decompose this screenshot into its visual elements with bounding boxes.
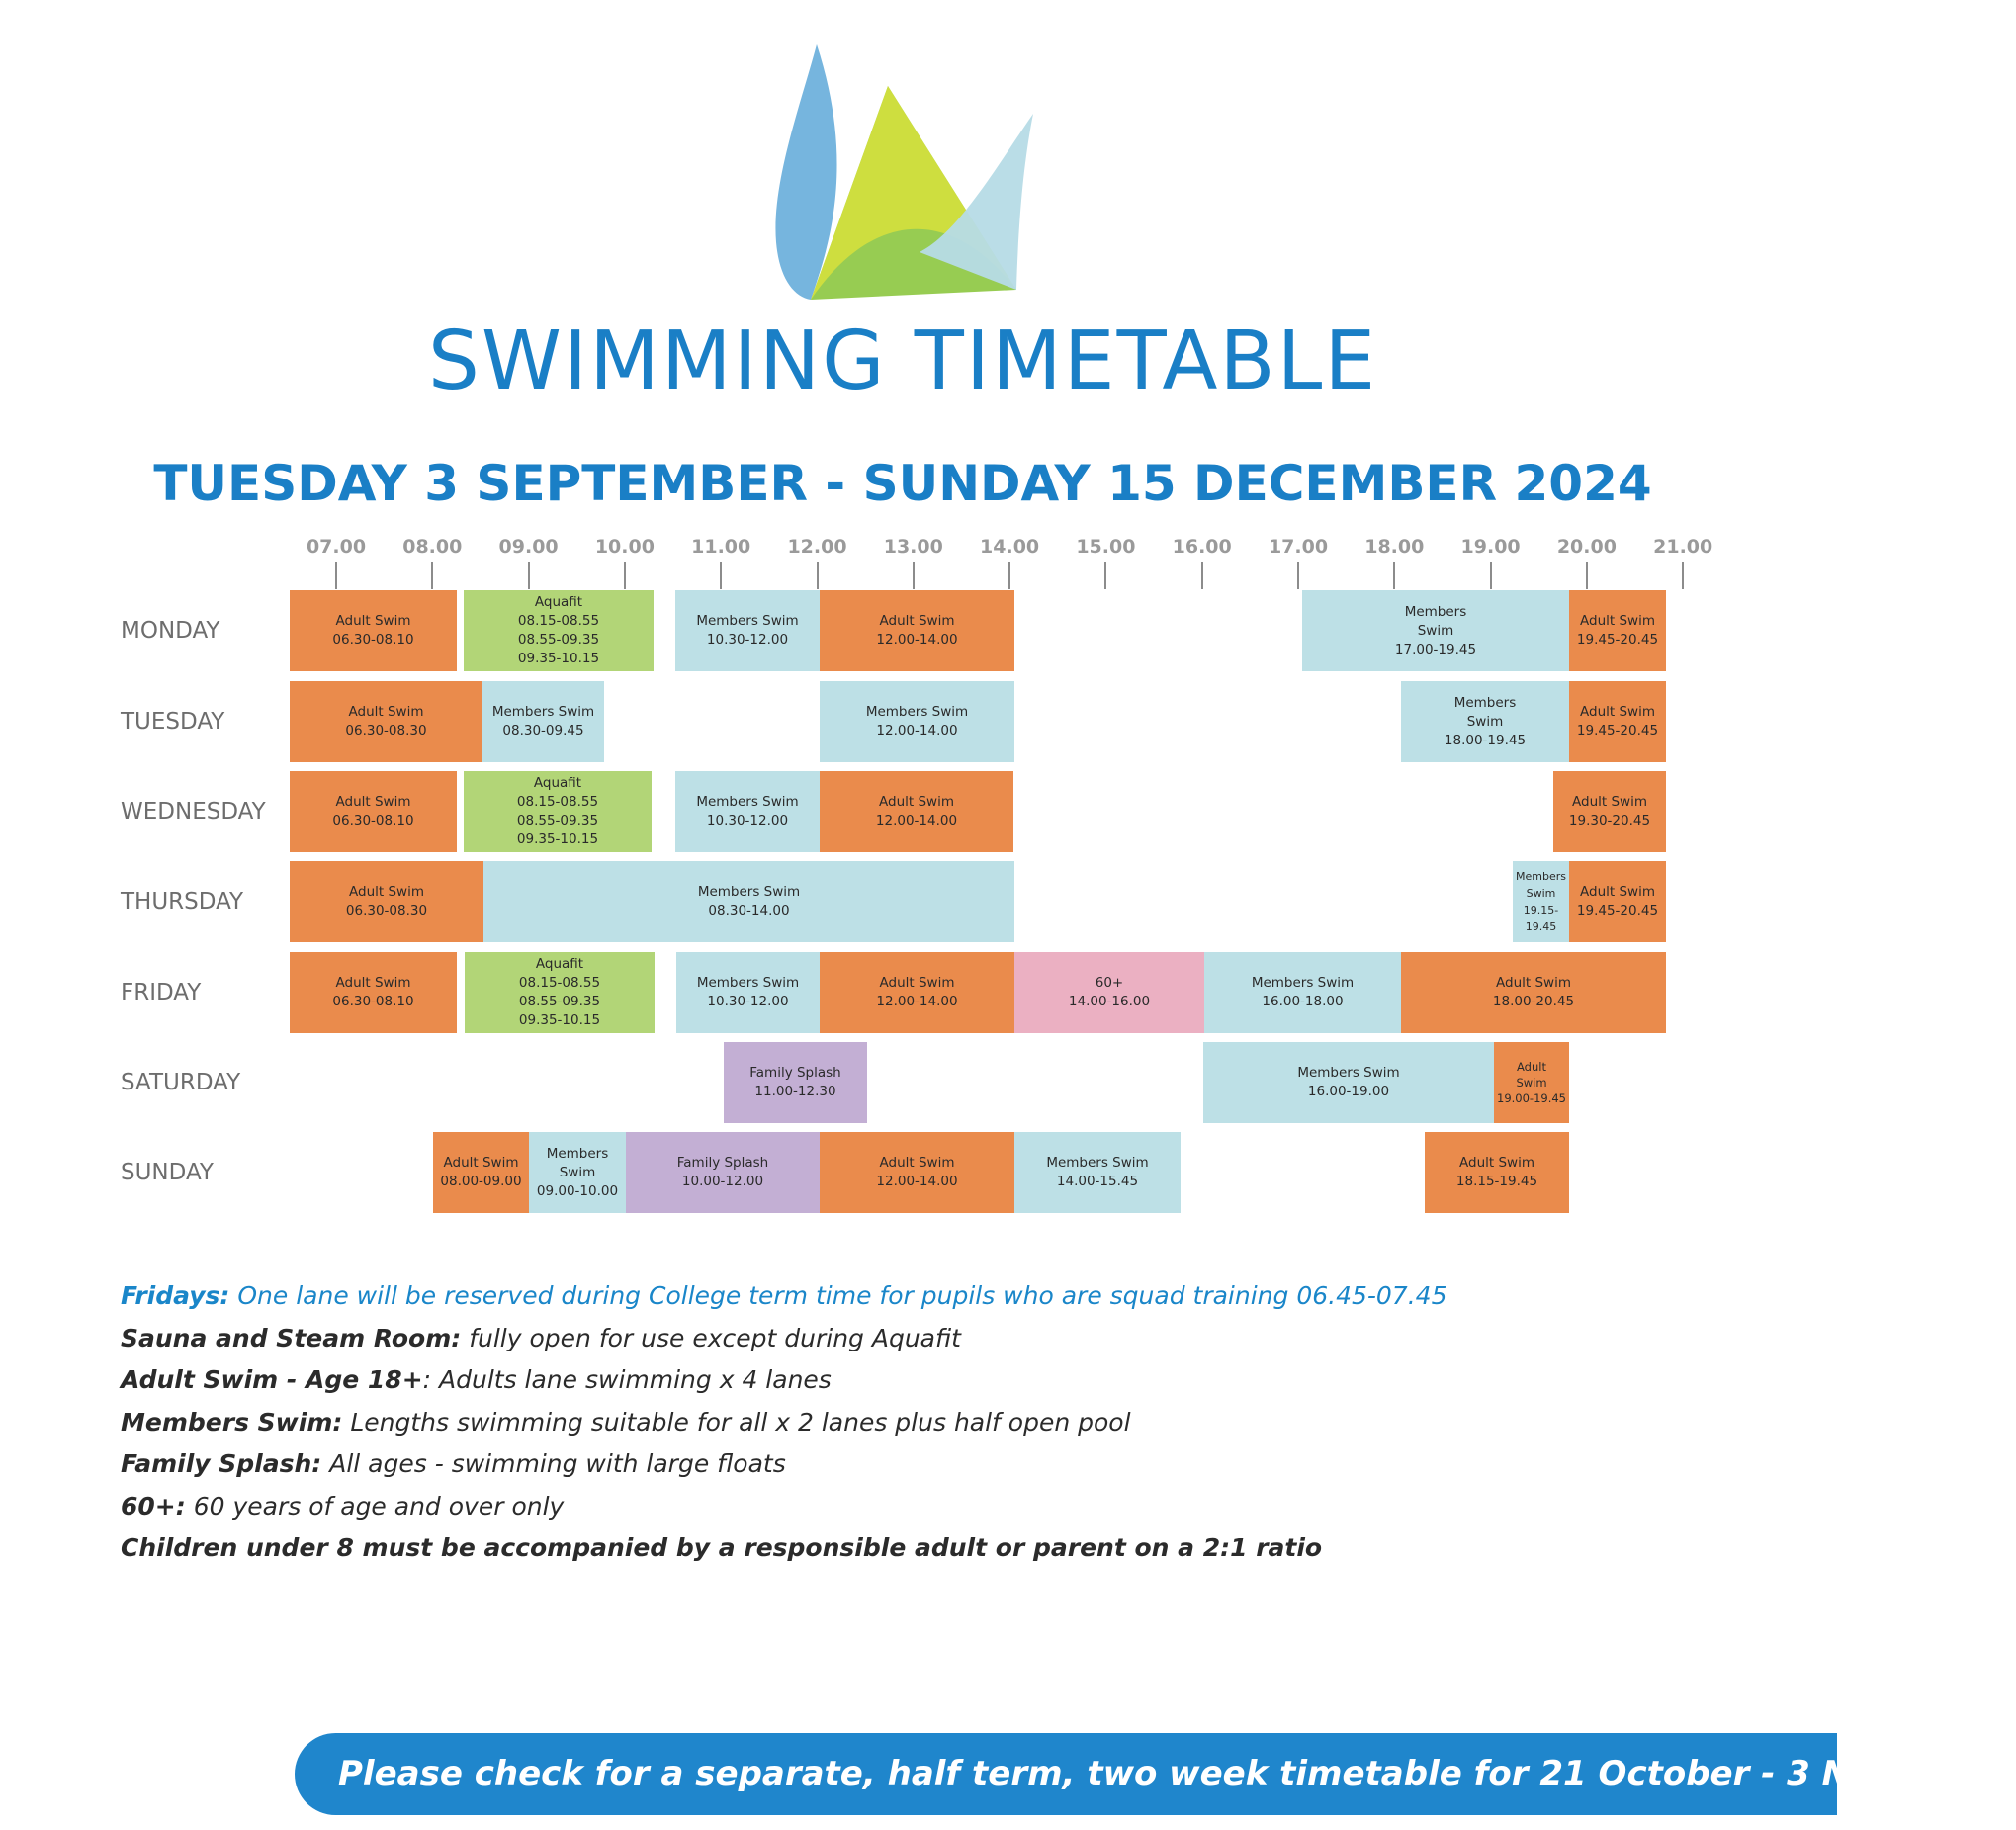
session-text: Adult Swim: [335, 613, 411, 629]
session-text: Adult Swim: [879, 794, 954, 810]
session-text: Adult Swim: [1496, 975, 1571, 991]
session-text: 06.30-08.10: [332, 632, 414, 648]
session-block-family: [724, 1042, 867, 1123]
session-text: Adult Swim: [1580, 884, 1655, 900]
session-block-adult: [820, 1132, 1014, 1213]
time-axis-tick: [335, 562, 337, 589]
time-axis-label: 14.00: [980, 536, 1040, 558]
time-axis-label: 15.00: [1076, 536, 1136, 558]
session-text: Members Swim: [696, 794, 799, 810]
note-heading: Sauna and Steam Room:: [121, 1323, 462, 1352]
session-text: Adult Swim: [879, 1155, 955, 1171]
session-block-members: [1014, 1132, 1181, 1213]
note-text: All ages - swimming with large floats: [321, 1449, 786, 1478]
session-text: 19.45-20.45: [1576, 632, 1659, 648]
session-block-adult: [290, 590, 457, 671]
time-axis-tick: [720, 562, 722, 589]
session-block-adult: [1553, 771, 1666, 852]
session-text: 09.00-10.00: [536, 1182, 619, 1199]
time-axis-label: 20.00: [1556, 536, 1617, 558]
session-text: 09.35-10.15: [517, 651, 600, 666]
session-block-aquafit: [464, 771, 652, 852]
session-text: 06.30-08.30: [345, 903, 428, 918]
session-text: Swim: [1466, 713, 1504, 730]
session-block-members: [675, 590, 820, 671]
session-block-members: [1204, 952, 1401, 1033]
session-text: Members Swim: [1251, 975, 1355, 991]
note-heading: Adult Swim - Age 18+: [121, 1365, 423, 1394]
time-axis-label: 11.00: [691, 536, 751, 558]
time-axis-tick: [431, 562, 433, 589]
session-text: Adult Swim: [349, 884, 424, 900]
day-label-saturday: SATURDAY: [121, 1070, 241, 1095]
session-text: 10.30-12.00: [707, 994, 789, 1009]
session-block-adult: [820, 590, 1014, 671]
note-line: [121, 1275, 1604, 1318]
session-block-sixty: [1014, 952, 1204, 1033]
session-block-adult: [1569, 681, 1666, 762]
session-text: 10.30-12.00: [706, 813, 789, 828]
session-text: Adult Swim: [335, 975, 411, 991]
session-text: 14.00-15.45: [1056, 1174, 1139, 1189]
session-text: Members Swim: [696, 975, 800, 991]
time-axis-label: 12.00: [787, 536, 847, 558]
session-block-adult: [433, 1132, 529, 1213]
session-block-adult: [290, 861, 483, 942]
day-label-sunday: SUNDAY: [121, 1160, 214, 1185]
session-text: 08.30-14.00: [708, 903, 790, 918]
session-block-members: [483, 861, 1014, 942]
session-text: Family Splash: [676, 1155, 769, 1171]
note-text: : Adults lane swimming x 4 lanes: [422, 1365, 832, 1394]
session-text: Adult Swim: [1580, 613, 1655, 629]
session-text: 09.35-10.15: [518, 1012, 601, 1028]
session-text: Aquafit: [533, 775, 582, 791]
note-line: [121, 1527, 1604, 1570]
session-text: Adult Swim: [879, 613, 955, 629]
session-text: Members Swim: [697, 884, 801, 900]
session-text: 08.30-09.45: [502, 723, 584, 739]
session-text: Adult Swim: [1580, 704, 1655, 720]
session-text: Members: [546, 1145, 609, 1162]
session-text: Adult Swim: [348, 704, 424, 720]
note-line: [121, 1359, 1604, 1402]
session-text: Adult: [1517, 1060, 1546, 1074]
time-axis-label: 17.00: [1268, 536, 1329, 558]
session-block-members: [676, 952, 820, 1033]
day-label-monday: MONDAY: [121, 618, 220, 644]
time-axis-label: 09.00: [498, 536, 559, 558]
info-banner-text: Please check for a separate, half term, two week timetable for 21 October - 3 November: [338, 1754, 2016, 1793]
session-block-adult: [1401, 952, 1666, 1033]
session-block-aquafit: [465, 952, 655, 1033]
session-text: Members Swim: [865, 704, 969, 720]
session-text: 12.00-14.00: [876, 994, 958, 1009]
session-text: 12.00-14.00: [876, 632, 958, 648]
session-text: Adult Swim: [335, 794, 411, 810]
session-block-family: [626, 1132, 820, 1213]
session-text: 14.00-16.00: [1068, 994, 1151, 1009]
time-axis-label: 07.00: [306, 536, 367, 558]
note-heading: Family Splash:: [121, 1449, 322, 1478]
session-text: 08.55-09.35: [518, 994, 601, 1009]
session-text: 19.45-20.45: [1576, 723, 1659, 739]
time-axis-label: 19.00: [1460, 536, 1521, 558]
session-text: Members: [1404, 603, 1467, 620]
day-label-friday: FRIDAY: [121, 980, 202, 1005]
session-text: Members Swim: [1046, 1155, 1149, 1171]
session-block-aquafit: [464, 590, 654, 671]
time-axis-tick: [1297, 562, 1299, 589]
session-text: Members: [1516, 870, 1566, 883]
session-text: 06.30-08.10: [332, 813, 414, 828]
session-text: Swim: [559, 1164, 596, 1180]
session-text: Family Splash: [749, 1065, 841, 1081]
note-text: One lane will be reserved during College term time for pupils who are squad training 06.45-07.45: [229, 1281, 1447, 1310]
time-axis-tick: [1104, 562, 1106, 589]
session-text: 17.00-19.45: [1394, 641, 1477, 657]
session-text: Swim: [1526, 887, 1556, 900]
session-text: Aquafit: [534, 594, 583, 610]
time-axis-tick: [1201, 562, 1203, 589]
time-axis-label: 13.00: [883, 536, 943, 558]
session-text: Aquafit: [535, 956, 584, 972]
session-text: 08.55-09.35: [517, 632, 600, 648]
session-block-adult: [1569, 590, 1666, 671]
session-text: 19.45: [1525, 920, 1557, 933]
session-text: Members Swim: [1297, 1065, 1400, 1081]
session-block-members: [1401, 681, 1569, 762]
session-text: 19.15-: [1523, 904, 1559, 916]
note-heading: 60+:: [121, 1491, 186, 1521]
session-text: 08.15-08.55: [517, 613, 600, 629]
session-block-adult: [1569, 861, 1666, 942]
session-block-members: [1203, 1042, 1494, 1123]
note-line: [121, 1318, 1604, 1360]
session-text: Adult Swim: [1572, 794, 1647, 810]
date-range-heading: TUESDAY 3 SEPTEMBER - SUNDAY 15 DECEMBER 2024: [153, 455, 1652, 512]
session-text: Adult Swim: [1459, 1155, 1534, 1171]
session-text: 06.30-08.10: [332, 994, 414, 1009]
session-text: Adult Swim: [443, 1155, 519, 1171]
session-text: 06.30-08.30: [345, 723, 427, 739]
time-axis-tick: [913, 562, 915, 589]
session-block-adult: [820, 952, 1014, 1033]
session-text: Swim: [1417, 622, 1454, 639]
session-text: 18.15-19.45: [1455, 1174, 1538, 1189]
day-label-thursday: THURSDAY: [121, 889, 244, 915]
time-axis-label: 10.00: [594, 536, 655, 558]
session-block-members: [1302, 590, 1569, 671]
page-title: SWIMMING TIMETABLE: [427, 314, 1378, 408]
session-block-members: [675, 771, 820, 852]
day-label-tuesday: TUESDAY: [121, 709, 225, 735]
session-block-adult: [1425, 1132, 1569, 1213]
session-block-adult: [290, 771, 457, 852]
day-label-wednesday: WEDNESDAY: [121, 799, 266, 825]
session-text: 19.45-20.45: [1576, 903, 1659, 918]
note-text: Lengths swimming suitable for all x 2 lanes plus half open pool: [342, 1407, 1131, 1437]
session-text: Members Swim: [696, 613, 799, 629]
time-axis-tick: [528, 562, 530, 589]
time-axis-tick: [1393, 562, 1395, 589]
time-axis-tick: [1490, 562, 1492, 589]
session-text: 08.55-09.35: [516, 813, 599, 828]
note-line: [121, 1486, 1604, 1528]
session-text: 08.15-08.55: [518, 975, 601, 991]
time-axis-label: 08.00: [402, 536, 463, 558]
session-text: 19.00-19.45: [1497, 1091, 1566, 1105]
session-text: 60+: [1095, 975, 1124, 991]
note-line: [121, 1443, 1604, 1486]
note-text: fully open for use except during Aquafit: [461, 1323, 961, 1352]
notes-section: [121, 1275, 1604, 1570]
session-text: 12.00-14.00: [876, 1174, 958, 1189]
session-text: 11.00-12.30: [754, 1084, 836, 1099]
session-text: 09.35-10.15: [516, 831, 599, 847]
session-text: 10.30-12.00: [706, 632, 789, 648]
note-heading: Children under 8 must be accompanied by a responsible adult or parent on a 2:1 ratio: [121, 1533, 1323, 1562]
session-text: 08.00-09.00: [440, 1174, 522, 1189]
session-text: 18.00-20.45: [1492, 994, 1575, 1009]
session-text: Adult Swim: [879, 975, 955, 991]
session-text: Members: [1453, 694, 1517, 711]
time-axis-tick: [624, 562, 626, 589]
time-axis-label: 18.00: [1364, 536, 1425, 558]
note-line: [121, 1402, 1604, 1444]
session-text: 19.30-20.45: [1568, 813, 1651, 828]
session-text: Swim: [1516, 1076, 1547, 1089]
time-axis-label: 21.00: [1653, 536, 1713, 558]
session-text: 18.00-19.45: [1444, 732, 1527, 748]
session-text: 08.15-08.55: [516, 794, 599, 810]
note-text: 60 years of age and over only: [185, 1491, 565, 1521]
session-block-members: [1513, 861, 1569, 942]
note-heading: Fridays:: [121, 1281, 230, 1310]
session-text: 16.00-19.00: [1307, 1084, 1390, 1099]
session-block-members: [820, 681, 1014, 762]
time-axis-tick: [1682, 562, 1684, 589]
session-text: 16.00-18.00: [1262, 994, 1344, 1009]
session-text: 12.00-14.00: [876, 723, 958, 739]
time-axis-tick: [817, 562, 819, 589]
session-text: 10.00-12.00: [681, 1174, 764, 1189]
note-heading: Members Swim:: [121, 1407, 343, 1437]
session-text: 12.00-14.00: [875, 813, 958, 828]
time-axis-label: 16.00: [1172, 536, 1232, 558]
session-block-members: [529, 1132, 626, 1213]
session-text: Members Swim: [491, 704, 595, 720]
session-block-adult: [290, 952, 457, 1033]
session-block-adult: [1494, 1042, 1569, 1123]
session-block-adult: [290, 681, 482, 762]
time-axis-tick: [1586, 562, 1588, 589]
time-axis-tick: [1008, 562, 1010, 589]
session-block-adult: [820, 771, 1013, 852]
session-block-members: [482, 681, 604, 762]
